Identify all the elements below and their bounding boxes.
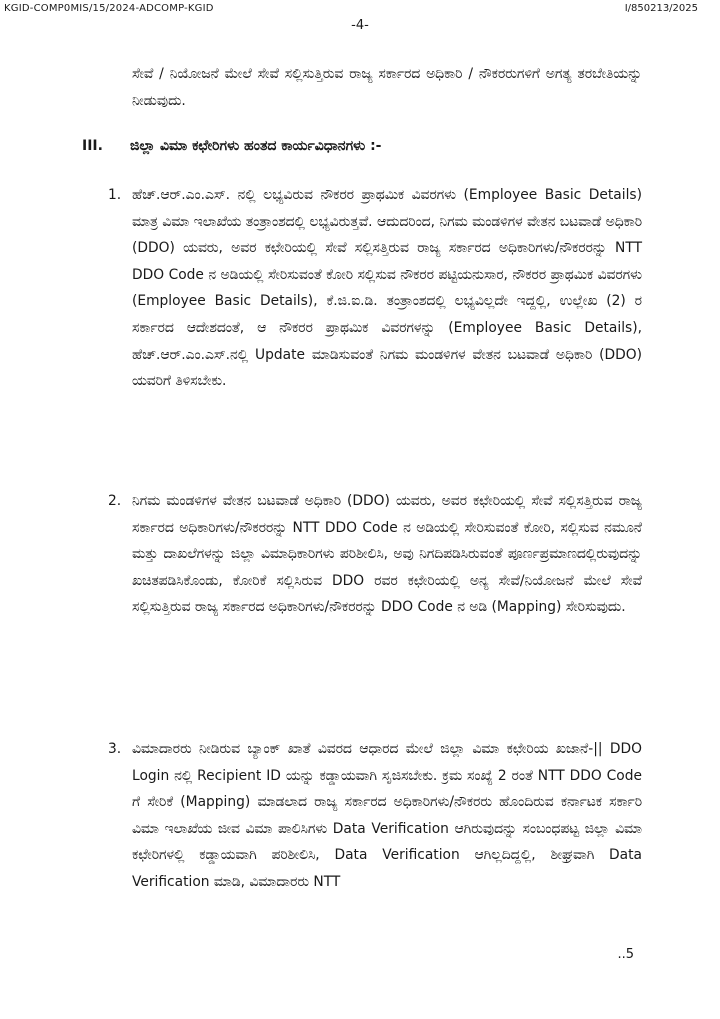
list-item xyxy=(108,488,642,621)
list-item-number: 3. xyxy=(108,741,122,757)
list-item-number: 1. xyxy=(108,187,122,203)
page-number: -4- xyxy=(351,18,369,33)
list-item-number: 2. xyxy=(108,493,122,509)
section-title: ಜಿಲ್ಲಾ ವಿಮಾ ಕಛೇರಿಗಳು ಹಂತದ ಕಾರ್ಯವಿಧಾನಗಳು :- xyxy=(130,138,382,154)
intro-paragraph: ಸೇವೆ / ನಿಯೋಜನೆ ಮೇಲೆ ಸೇವೆ ಸಲ್ಲಿಸುತ್ತಿರುವ ರಾಜ್ಯ ಸರ್ಕಾರದ ಅಧಿಕಾರಿ / ನೌಕರರುಗಳಿಗೆ ಅಗತ್ಯ ತರಬೇತಿಯನ್ನು ನೀಡುವುದು. xyxy=(132,66,642,109)
list-item xyxy=(108,736,642,896)
list-item-text: ವಿಮಾದಾರರು ನೀಡಿರುವ ಬ್ಯಾಂಕ್ ಖಾತೆ ವಿವರದ ಆಧಾರದ ಮೇಲೆ ಜಿಲ್ಲಾ ವಿಮಾ ಕಛೇರಿಯ ಖಜಾನೆ-|| DDO Login ನಲ್ಲಿ Recipient ID ಯನ್ನು ಕಡ್ಡಾಯವಾಗಿ ಸೃಜಿಸಬೇಕು. ಕ್ರಮ ಸಂಖ್ಯೆ 2 ರಂತೆ NTT DDO Code ಗೆ ಸೇರಿಕೆ (Mapping) ಮಾಡಲಾದ ರಾಜ್ಯ ಸರ್ಕಾರದ ಅಧಿಕಾರಿಗಳು/ನೌಕರರು ಹೊಂದಿರುವ ಕರ್ನಾಟಕ ಸರ್ಕಾರಿ ವಿಮಾ ಇಲಾಖೆಯ ಜೀವ ವಿಮಾ ಪಾಲಿಸಿಗಳು Data Verification ಆಗಿರುವುದನ್ನು ಸಂಬಂಧಪಟ್ಟ ಜಿಲ್ಲಾ ವಿಮಾ ಕಛೇರಿಗಳಲ್ಲಿ ಕಡ್ಡಾಯವಾಗಿ ಪರಿಶೀಲಿಸಿ, Data Verification ಆಗಿಲ್ಲದಿದ್ದಲ್ಲಿ, ಶೀಘ್ರವಾಗಿ Data Verification ಮಾಡಿ, ವಿಮಾದಾರರು NTT xyxy=(132,741,642,890)
section-heading xyxy=(82,133,642,159)
file-reference: KGID-COMP0MIS/15/2024-ADCOMP-KGID xyxy=(4,3,214,14)
section-numeral: III. xyxy=(82,138,103,154)
list-item xyxy=(108,182,642,395)
list-item-text: ಹೆಚ್.ಆರ್.ಎಂ.ಎಸ್. ನಲ್ಲಿ ಲಭ್ಯವಿರುವ ನೌಕರರ ಪ್ರಾಥಮಿಕ ವಿವರಗಳು (Employee Basic Details) ಮಾತ್ರ ವಿಮಾ ಇಲಾಖೆಯ ತಂತ್ರಾಂಶದಲ್ಲಿ ಲಭ್ಯವಿರುತ್ತವೆ. ಆದುದರಿಂದ, ನಿಗಮ ಮಂಡಳಿಗಳ ವೇತನ ಬಟವಾಡೆ ಅಧಿಕಾರಿ (DDO) ಯವರು, ಅವರ ಕಛೇರಿಯಲ್ಲಿ ಸೇವೆ ಸಲ್ಲಿಸತ್ತಿರುವ ರಾಜ್ಯ ಸರ್ಕಾರದ ಅಧಿಕಾರಿಗಳು/ನೌಕರರನ್ನು NTT DDO Code ನ ಅಡಿಯಲ್ಲಿ ಸೇರಿಸುವಂತೆ ಕೋರಿ ಸಲ್ಲಿಸುವ ನೌಕರರ ಪಟ್ಟಿಯನುಸಾರ, ನೌಕರರ ಪ್ರಾಥಮಿಕ ವಿವರಗಳು (Employee Basic Details), ಕೆ.ಜಿ.ಐ.ಡಿ. ತಂತ್ರಾಂಶದಲ್ಲಿ ಲಭ್ಯವಿಲ್ಲದೇ ಇದ್ದಲ್ಲಿ, ಉಲ್ಲೇಖ (2) ರ ಸರ್ಕಾರದ ಆದೇಶದಂತೆ, ಆ ನೌಕರರ ಪ್ರಾಥಮಿಕ ವಿವರಗಳನ್ನು (Employee Basic Details), ಹೆಚ್.ಆರ್.ಎಂ.ಎಸ್.ನಲ್ಲಿ Update ಮಾಡಿಸುವಂತೆ ನಿಗಮ ಮಂಡಳಿಗಳ ವೇತನ ಬಟವಾಡೆ ಅಧಿಕಾರಿ (DDO) ಯವರಿಗೆ ತಿಳಿಸಬೇಕು. xyxy=(132,187,642,390)
continuation-marker: ..5 xyxy=(617,947,634,962)
document-number: I/850213/2025 xyxy=(624,3,698,14)
list-item-text: ನಿಗಮ ಮಂಡಳಿಗಳ ವೇತನ ಬಟವಾಡೆ ಅಧಿಕಾರಿ (DDO) ಯವರು, ಅವರ ಕಛೇರಿಯಲ್ಲಿ ಸೇವೆ ಸಲ್ಲಿಸತ್ತಿರುವ ರಾಜ್ಯ ಸರ್ಕಾರದ ಅಧಿಕಾರಿಗಳು/ನೌಕರರನ್ನು NTT DDO Code ನ ಅಡಿಯಲ್ಲಿ ಸೇರಿಸುವಂತೆ ಕೋರಿ, ಸಲ್ಲಿಸುವ ನಮೂನೆ ಮತ್ತು ದಾಖಲೆಗಳನ್ನು ಜಿಲ್ಲಾ ವಿಮಾಧಿಕಾರಿಗಳು ಪರಿಶೀಲಿಸಿ, ಅವು ನಿಗದಿಪಡಿಸಿರುವಂತೆ ಪೂರ್ಣಪ್ರಮಾಣದಲ್ಲಿರುವುದನ್ನು ಖಚಿತಪಡಿಸಿಕೊಂಡು, ಕೋರಿಕೆ ಸಲ್ಲಿಸಿರುವ DDO ರವರ ಕಛೇರಿಯಲ್ಲಿ ಅನ್ಯ ಸೇವೆ/ನಿಯೋಜನೆ ಮೇಲೆ ಸೇವೆ ಸಲ್ಲಿಸುತ್ತಿರುವ ರಾಜ್ಯ ಸರ್ಕಾರದ ಅಧಿಕಾರಿಗಳು/ನೌಕರರನ್ನು DDO Code ನ ಅಡಿ (Mapping) ಸೇರಿಸುವುದು. xyxy=(132,493,642,616)
